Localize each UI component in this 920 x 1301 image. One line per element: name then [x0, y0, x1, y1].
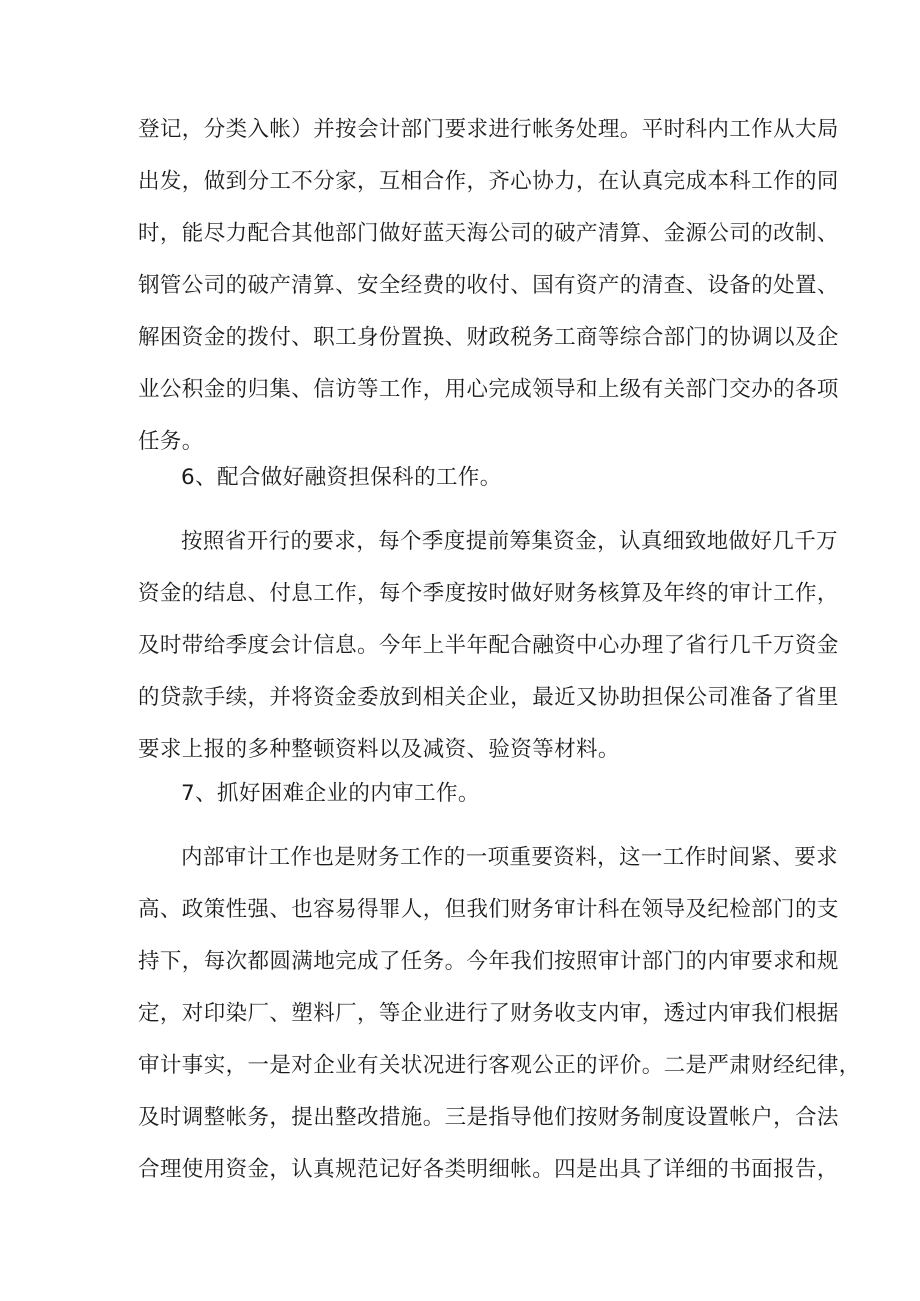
paragraph-3	[138, 832, 861, 1196]
paragraph-line: 资金的结息、付息工作，每个季度按时做好财务核算及年终的审计工作，	[138, 581, 839, 606]
paragraph-line: 内部审计工作也是财务工作的一项重要资料，这一工作时间紧、要求	[181, 845, 839, 870]
paragraph-line: 合理使用资金，认真规范记好各类明细帐。四是出具了详细的书面报告，	[138, 1157, 839, 1182]
paragraph-line: 及时调整帐务，提出整改措施。三是指导他们按财务制度设置帐户，合法	[138, 1105, 839, 1130]
section-heading-6	[138, 452, 788, 504]
paragraph-line: 钢管公司的破产清算、安全经费的收付、国有资产的清查、设备的处置、	[138, 273, 839, 298]
section-heading-text: 6、配合做好融资担保科的工作。	[181, 465, 502, 490]
paragraph-line: 解困资金的拨付、职工身份置换、财政税务工商等综合部门的协调以及企	[138, 325, 839, 350]
paragraph-line: 定，对印染厂、塑料厂，等企业进行了财务收支内审，透过内审我们根据	[138, 1001, 839, 1026]
paragraph-line: 要求上报的多种整顿资料以及减资、验资等材料。	[138, 737, 620, 762]
paragraph-2	[138, 516, 839, 776]
paragraph-line: 审计事实，一是对企业有关状况进行客观公正的评价。二是严肃财经纪律，	[138, 1053, 861, 1078]
paragraph-line: 的贷款手续，并将资金委放到相关企业，最近又协助担保公司准备了省里	[138, 685, 839, 710]
paragraph-line: 业公积金的归集、信访等工作，用心完成领导和上级有关部门交办的各项	[138, 377, 839, 402]
paragraph-line: 时，能尽力配合其他部门做好蓝天海公司的破产清算、金源公司的改制、	[138, 221, 839, 246]
paragraph-line: 按照省开行的要求，每个季度提前筹集资金，认真细致地做好几千万	[181, 529, 839, 554]
section-heading-text: 7、抓好困难企业的内审工作。	[181, 781, 480, 806]
paragraph-line: 出发，做到分工不分家，互相合作，齐心协力，在认真完成本科工作的同	[138, 169, 839, 194]
paragraph-line: 任务。	[138, 429, 204, 454]
paragraph-line: 及时带给季度会计信息。今年上半年配合融资中心办理了省行几千万资金	[138, 633, 839, 658]
paragraph-line: 高、政策性强、也容易得罪人，但我们财务审计科在领导及纪检部门的支	[138, 897, 839, 922]
paragraph-1	[138, 104, 839, 468]
paragraph-line: 登记，分类入帐）并按会计部门要求进行帐务处理。平时科内工作从大局	[138, 117, 839, 142]
paragraph-line: 持下，每次都圆满地完成了任务。今年我们按照审计部门的内审要求和规	[138, 949, 839, 974]
section-heading-7	[138, 768, 788, 820]
